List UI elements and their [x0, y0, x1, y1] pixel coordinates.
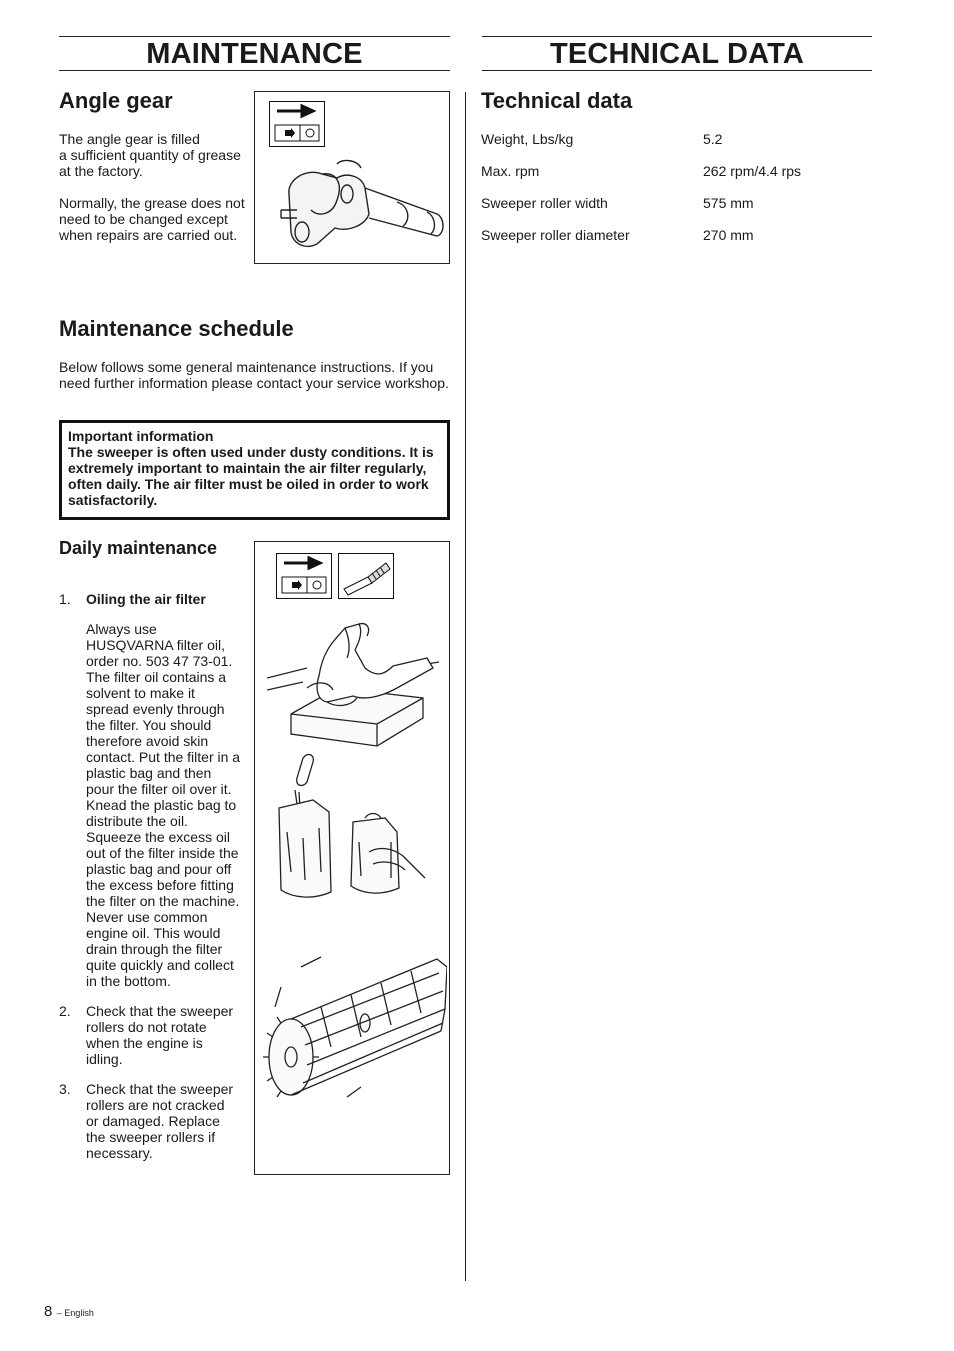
angle-gear-para-1: The angle gear is filled a sufficient quantity of grease at the factory.: [59, 131, 241, 179]
maintenance-title: MAINTENANCE: [146, 38, 363, 70]
technical-data-banner: [482, 36, 872, 71]
list-item-1-title: Oiling the air filter: [86, 591, 206, 607]
spec-label-roller-diameter: Sweeper roller diameter: [481, 227, 630, 243]
angle-gear-illustration: [277, 154, 447, 262]
maintenance-banner: [59, 36, 450, 71]
stop-engine-icon: [276, 553, 332, 599]
spec-value-roller-diameter: 270 mm: [703, 227, 754, 243]
oil-pour-illustration: [273, 752, 433, 902]
column-divider: [465, 92, 466, 1281]
stop-engine-icon: [269, 101, 325, 147]
list-item-2-text: Check that the sweeper rollers do not rotate when the engine is idling.: [86, 1003, 234, 1067]
spec-label-weight: Weight, Lbs/kg: [481, 131, 574, 147]
list-item-3-number: 3.: [59, 1081, 71, 1097]
technical-data-title: TECHNICAL DATA: [549, 38, 805, 70]
page-number: 8: [44, 1303, 53, 1320]
important-information-box: [59, 420, 450, 520]
daily-maintenance-heading: Daily maintenance: [59, 538, 218, 558]
sweeper-roller-illustration: [261, 947, 447, 1107]
maintenance-schedule-heading: Maintenance schedule: [59, 316, 294, 341]
notice-title: Important information: [68, 428, 214, 444]
angle-gear-figure: [254, 91, 450, 264]
daily-maintenance-figure: [254, 541, 450, 1175]
spec-value-roller-width: 575 mm: [703, 195, 754, 211]
page-footer: [44, 1303, 94, 1321]
maintenance-schedule-intro: Below follows some general maintenance instructions. If you need further information please contact your service workshop.: [59, 359, 449, 391]
technical-data-heading: Technical data: [481, 88, 633, 113]
brush-icon: [338, 553, 394, 599]
notice-body: The sweeper is often used under dusty conditions. It is extremely important to maintain the air filter regularly, often daily. The air filter must be oiled in order to work satisfactorily.: [68, 444, 434, 508]
list-item-2-number: 2.: [59, 1003, 71, 1019]
spec-value-weight: 5.2: [703, 131, 723, 147]
list-item-1-number: 1.: [59, 591, 71, 607]
filter-kneading-illustration: [267, 618, 439, 748]
spec-label-roller-width: Sweeper roller width: [481, 195, 608, 211]
spec-label-max-rpm: Max. rpm: [481, 163, 540, 179]
list-item-3-text: Check that the sweeper rollers are not cracked or damaged. Replace the sweeper rollers if necessary.: [86, 1081, 234, 1161]
angle-gear-para-2: Normally, the grease does not need to be changed except when repairs are carried out.: [59, 195, 245, 243]
footer-language: – English: [56, 1308, 94, 1318]
spec-value-max-rpm: 262 rpm/4.4 rps: [703, 163, 802, 179]
angle-gear-heading: Angle gear: [59, 88, 173, 113]
list-item-1-text: Always use HUSQVARNA filter oil, order no. 503 47 73-01. The filter oil contains a solvent to make it spread evenly through the filter. You should therefore avoid skin contact. Put the filter in a plastic bag and then pour the filter oil over it. Knead the plastic bag to distribute the oil. Squeeze the excess oil out of the filter inside the plastic bag and pour off the excess before fitting the filter on the machine. Never use common engine oil. This would drain through the filter quite quickly and collect in the bottom.: [86, 621, 241, 989]
